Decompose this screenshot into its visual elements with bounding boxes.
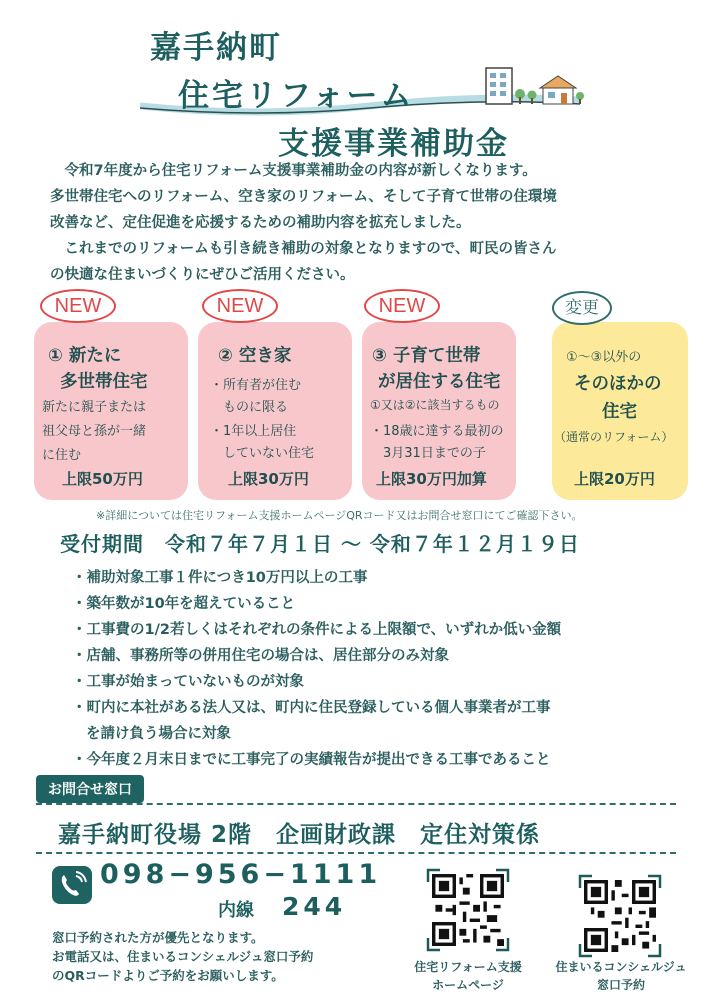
list-item: ・築年数が10年を超えていること	[72, 596, 296, 612]
inquiry-label: お問合せ窓口	[36, 775, 144, 803]
conditions-list	[72, 565, 692, 773]
changed-badge: 変更	[552, 291, 612, 325]
new-badge: NEW	[40, 289, 116, 323]
qr-code-icon[interactable]	[426, 868, 510, 952]
intro-text	[50, 158, 680, 288]
title-sub: 支援事業補助金	[278, 126, 509, 162]
card-body-line: ものに限る	[210, 400, 289, 415]
new-badge: NEW	[202, 289, 278, 323]
application-period: 受付期間 令和７年７月１日 〜 令和７年１２月１９日	[60, 532, 580, 556]
list-item: ・店舗、事務所等の併用住宅の場合は、居住部分のみ対象	[72, 648, 449, 664]
intro-line: 多世帯住宅へのリフォーム、空き家のリフォーム、そして子育て世帯の住環境	[50, 189, 557, 205]
card-child-rearing	[362, 322, 516, 500]
card-heading: 多世帯住宅	[60, 372, 148, 392]
title-main: 住宅リフォーム	[178, 78, 415, 114]
card-vacant-house	[198, 322, 352, 500]
office-name: 嘉手納町役場 2階 企画財政課 定住対策係	[58, 822, 541, 848]
card-heading: ③ 子育て世帯	[372, 346, 481, 366]
intro-line: の快適な住まいづくりにぜひご活用ください。	[50, 267, 355, 283]
card-subnote: （通常のリフォーム）	[554, 430, 674, 444]
card-limit: 上限30万円	[228, 470, 309, 488]
intro-line: 令和7年度から住宅リフォーム支援事業補助金の内容が新しくなります。	[50, 163, 537, 179]
card-prefix: ①〜③以外の	[566, 350, 642, 365]
intro-line: 改善など、定住促進を応援するための補助内容を拡充しました。	[50, 215, 471, 231]
qr-caption-line: 窓口予約	[596, 978, 645, 992]
card-body-line: ・1年以上居住	[210, 424, 297, 439]
building-icon	[478, 64, 588, 108]
reservation-line: お電話又は、住まいるコンシェルジュ窓口予約	[52, 949, 314, 964]
card-body-line: ・所有者が住む	[210, 378, 302, 393]
list-item: ・町内に本社がある法人又は、町内に住民登録している個人事業者が工事	[72, 700, 551, 716]
qr-caption-line: 住宅リフォーム支援	[414, 960, 522, 974]
card-heading: ② 空き家	[218, 346, 292, 366]
card-limit: 上限20万円	[574, 470, 655, 488]
card-body-line: 3月31日までの子	[370, 446, 486, 461]
card-limit: 上限30万円加算	[376, 470, 487, 488]
reservation-note	[52, 928, 313, 985]
list-item: ・補助対象工事１件につき10万円以上の工事	[72, 570, 368, 586]
card-limit: 上限50万円	[62, 470, 143, 488]
list-item: ・工事費の1/2若しくはそれぞれの条件による上限額で、いずれか低い金額	[72, 622, 562, 638]
divider	[36, 803, 676, 805]
details-note: ※詳細については住宅リフォーム支援ホームページQRコード又はお問合せ窓口にてご確認下さい。	[96, 509, 583, 522]
extension-number: 244	[282, 892, 347, 921]
list-item: を請け負う場合に対象	[86, 726, 231, 742]
card-body-line: していない住宅	[210, 446, 315, 461]
extension-label: 内線	[218, 900, 254, 921]
list-item: ・今年度２月末日までに工事完了の実績報告が提出できる工事であること	[72, 752, 551, 768]
qr-caption	[538, 958, 704, 994]
qr-caption-line: 住まいるコンシェルジュ	[555, 960, 687, 974]
card-other-housing	[552, 322, 688, 500]
card-body-line: に住む	[42, 448, 82, 463]
card-body-line: 新たに親子または	[42, 400, 147, 415]
phone-icon	[52, 866, 92, 904]
phone-number[interactable]: 098−956−1111	[100, 859, 382, 890]
qr-code-icon[interactable]	[578, 874, 662, 958]
reservation-line: のQRコードよりご予約をお願いします。	[52, 968, 284, 983]
qr-caption-line: ホームページ	[432, 978, 504, 992]
qr-caption	[390, 958, 546, 994]
divider	[36, 852, 676, 854]
card-subnote: ①又は②に該当するもの	[370, 398, 500, 412]
intro-line: これまでのリフォームも引き続き補助の対象となりますので、町民の皆さん	[50, 241, 557, 257]
card-heading: 住宅	[602, 402, 637, 422]
new-badge: NEW	[364, 289, 440, 323]
list-item: ・工事が始まっていないものが対象	[72, 674, 304, 690]
card-multigenerational	[34, 322, 188, 500]
card-heading: そのほかの	[574, 374, 662, 394]
card-heading: ① 新たに	[48, 346, 122, 366]
card-body-line: 祖父母と孫が一緒	[42, 424, 147, 439]
title-town: 嘉手納町	[150, 30, 282, 66]
reservation-line: 窓口予約された方が優先となります。	[52, 930, 264, 945]
card-body-line: ・18歳に達する最初の	[370, 424, 504, 439]
card-heading: が居住する住宅	[378, 372, 501, 392]
